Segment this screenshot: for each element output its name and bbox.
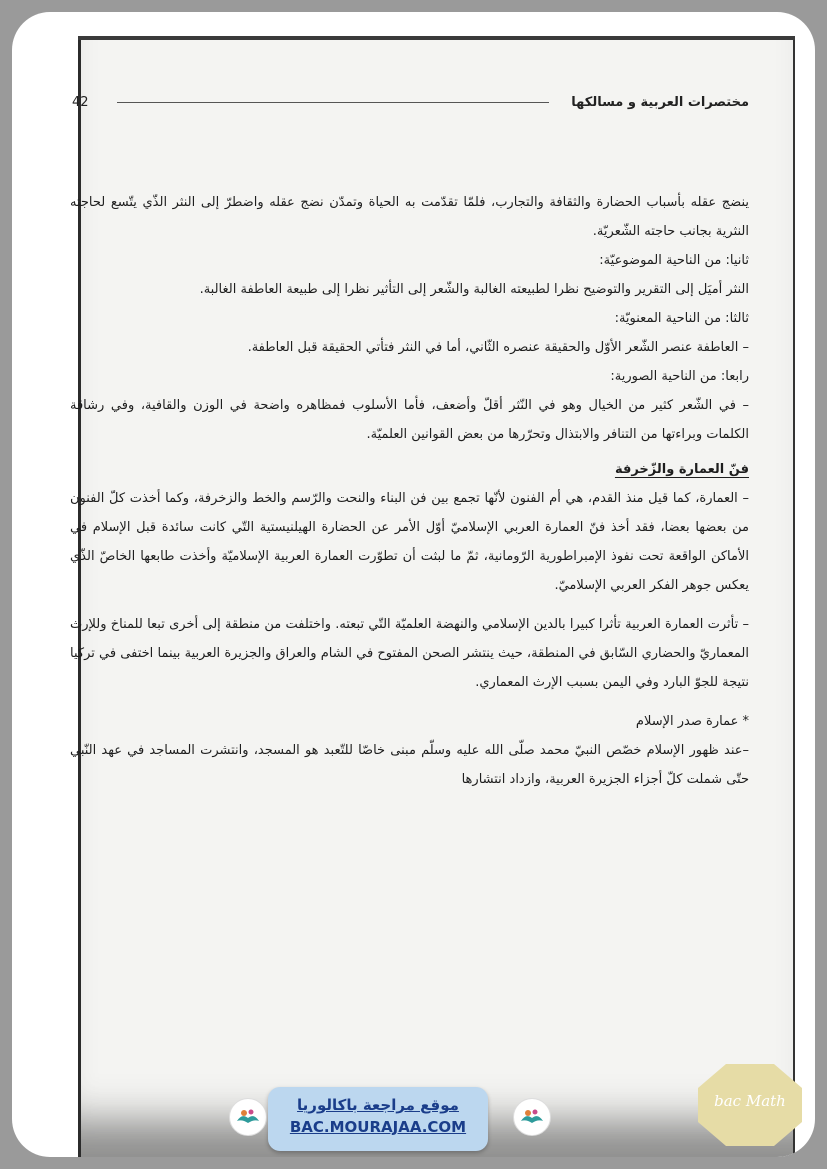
header-rule — [117, 102, 550, 103]
paragraph: – تأثرت العمارة العربية تأثرا كبيرا بالدين الإسلامي والنهضة العلميّة التّي تبعته. واختلفت من منطقة إلى أخرى تبعا للمناخ وللإرث المعماريّ والحضاري السّابق في المنطقة، حيث ينتشر الصحن المفتوح في الشام والعراق والجزيرة العربية بينما اختفى في تركيا نتيجة للجوّ البارد وفي اليمن بسبب الإرث المعماري. — [70, 617, 749, 690]
paragraph: النثر أميَل إلى التقرير والتوضيح نظرا لطبيعته الغالبة والشّعر إلى التأثير نظرا إلى طبيعة العاطفة الغالبة. — [199, 282, 749, 297]
paragraph: ينضج عقله بأسباب الحضارة والثقافة والتجارب، فلمّا تقدّمت به الحياة وتمدّن نضج عقله واضطرّ إلى النثر الذّي يتّسع لحاجته النثرية بجانب حاجته الشّعريّة. — [70, 195, 749, 239]
site-url-link[interactable]: BAC.MOURAJAA.COM — [289, 1118, 467, 1136]
paragraph: –عند ظهور الإسلام خصّص النبيّ محمد صلّى الله عليه وسلّم مبنى خاصّا للتّعبد هو المسجد، وانتشرت المساجد في عهد النّبي حتّى شملت كلّ أجزاء الجزيرة العربية، وازداد انتشارها — [70, 743, 749, 787]
site-banner[interactable] — [268, 1087, 488, 1151]
bac-math-logo-text: bac Math — [714, 1092, 786, 1110]
paragraph: – في الشّعر كثير من الخيال وهو في النّثر أقلّ وأضعف، فأما الأسلوب فمظاهره واضحة في الوزن والقافية، وفي رشاقة الكلمات وبراءتها من التنافر والابتذال وتحرّرها من بعض القوانين العلميّة. — [70, 398, 749, 442]
book-title: مختصرات العربية و مسالكها — [571, 94, 749, 110]
paragraph: – العاطفة عنصر الشّعر الأوّل والحقيقة عنصره الثّاني، أما في النثر فتأتي الحقيقة قبل العاطفة. — [247, 340, 749, 355]
spacer — [70, 600, 749, 610]
paragraph: – العمارة، كما قيل منذ القدم، هي أم الفنون لأنّها تجمع بين فن البناء والنحت والرّسم والخط والزخرفة، وكما أخذت كلّ الفنون من بعضها بعضا، فقد أخذ فنّ العمارة العربي الإسلاميّ أوّل الأمر عن الحضارة الهيلنيستية التّي كانت سائدة قبل الإسلام في الأماكن الواقعة تحت نفوذ الإمبراطورية الرّومانية، ثمّ ما لبثت أن تطوّرت العمارة العربية الإسلاميّة وأخذت طابعها الخاصّ الذّي يعكس جوهر الفكر العربي الإسلاميّ. — [70, 491, 749, 593]
site-name-arabic[interactable]: موقع مراجعة باكالوريا — [297, 1096, 459, 1114]
spacer — [70, 697, 749, 707]
site-logo-icon — [229, 1098, 267, 1136]
section-title: فنّ العمارة والزّخرفة — [614, 462, 749, 477]
page-body — [70, 188, 749, 794]
site-logo-icon — [513, 1098, 551, 1136]
subheading: رابعا: من الناحية الصورية: — [610, 369, 749, 384]
subheading: ثانيا: من الناحية الموضوعيّة: — [599, 253, 749, 268]
subheading: * عمارة صدر الإسلام — [635, 714, 749, 729]
page-number: 42 — [72, 94, 89, 110]
subheading: ثالثا: من الناحية المعنويّة: — [614, 311, 749, 326]
page-header — [72, 92, 749, 112]
